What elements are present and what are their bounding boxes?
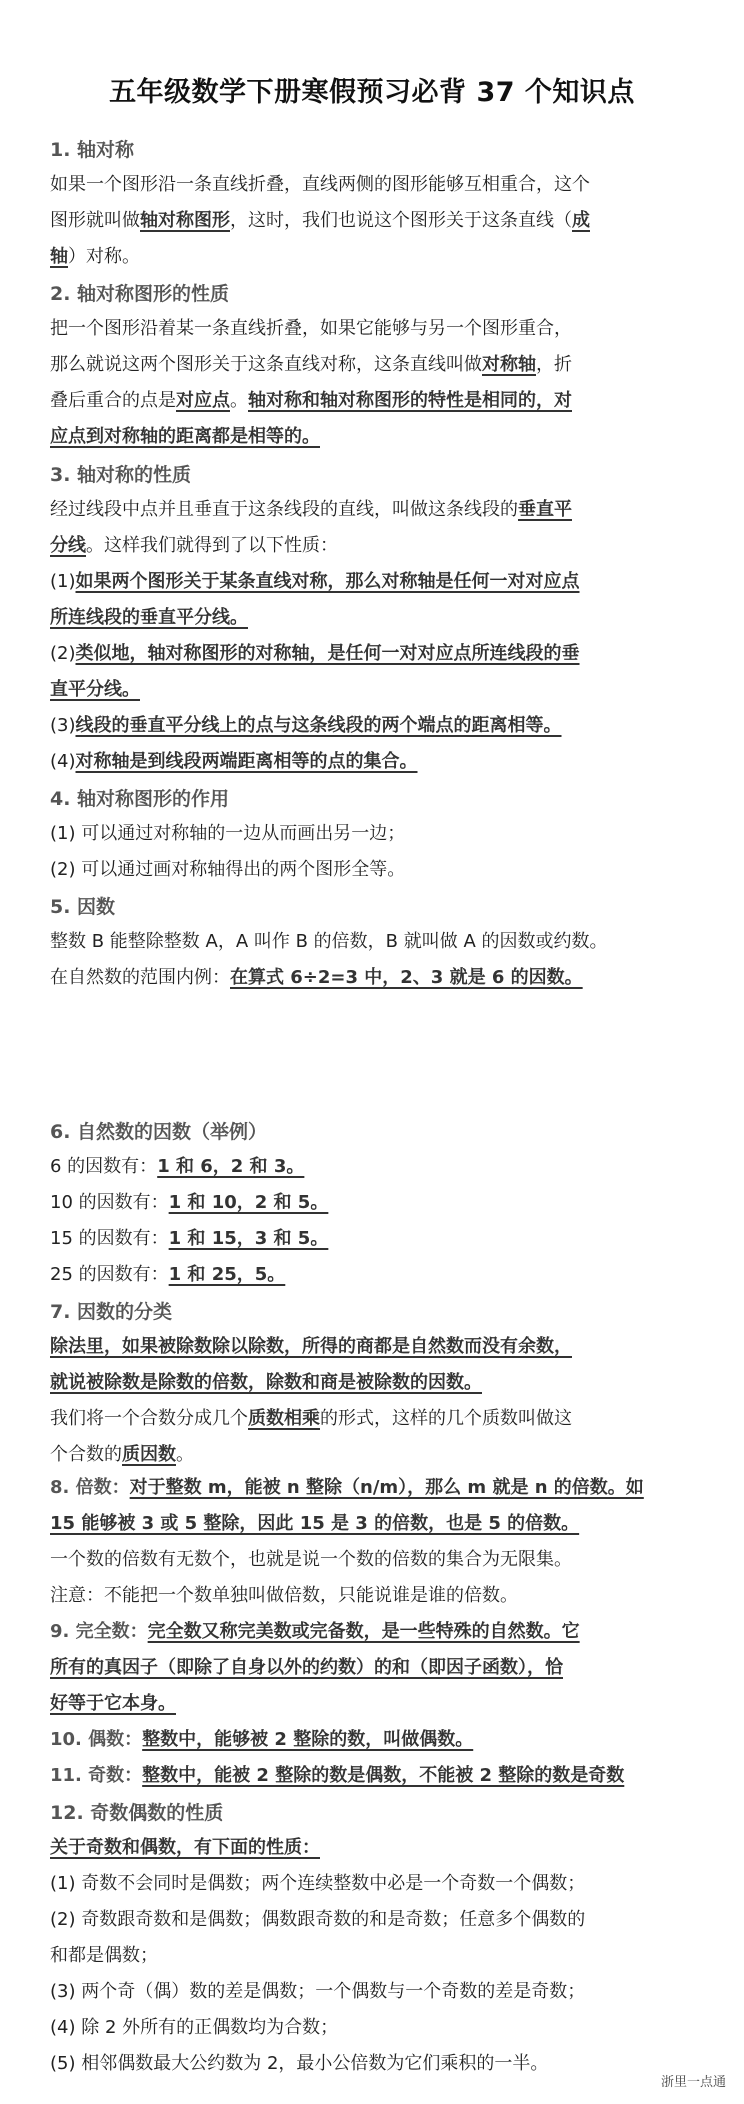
section-heading: 7. 因数的分类 xyxy=(50,1301,173,1323)
section-body: (1) 可以通过对称轴的一边从而画出另一边； (2) 可以通过画对称轴得出的两个图形全等。 xyxy=(50,823,406,880)
section-12 xyxy=(50,1796,710,2082)
section-heading: 3. 轴对称的性质 xyxy=(50,464,192,486)
section-4 xyxy=(50,782,710,888)
key-term: 轴对称图形 xyxy=(140,210,230,231)
section-body: 经过线段中点并且垂直于这条线段的直线，叫做这条线段的垂直平 分线。这样我们就得到了以下性质： (1)如果两个图形关于某条直线对称，那么对称轴是任何一对对应点 所连线段的垂直平分线。 (2)类似地，轴对称图形的对称轴，是任何一对对应点所连线段的垂 直平分线。 (3)线段的垂直平分线上的点与这条线段的两个端点的距离相等。 (4)对称轴是到线段两端距离相等的点的集合。 xyxy=(50,499,580,772)
section-9 xyxy=(50,1614,710,1722)
section-body: 9. 完全数：完全数又称完美数或完备数，是一些特殊的自然数。它 所有的真因子（即除了自身以外的约数）的和（即因子函数），恰 好等于它本身。 xyxy=(50,1621,580,1714)
section-heading: 12. 奇数偶数的性质 xyxy=(50,1802,224,1824)
section-11: 11. 奇数：整数中，能被 2 整除的数是偶数，不能被 2 整除的数是奇数 xyxy=(50,1765,625,1786)
section-6 xyxy=(50,1115,710,1293)
section-1 xyxy=(50,133,710,275)
section-body: 如果一个图形沿一条直线折叠，直线两侧的图形能够互相重合，这个 图形就叫做轴对称图形，这时，我们也说这个图形关于这条直线（成 轴）对称。 xyxy=(50,174,590,267)
section-5 xyxy=(50,890,710,996)
section-2 xyxy=(50,277,710,455)
section-body: 整数 B 能整除整数 A，A 叫作 B 的倍数，B 就叫做 A 的因数或约数。 在自然数的范围内例：在算式 6÷2=3 中，2、3 就是 6 的因数。 xyxy=(50,931,608,988)
section-body: 6 的因数有：1 和 6，2 和 3。 10 的因数有：1 和 10，2 和 5。 15 的因数有：1 和 15，3 和 5。 25 的因数有：1 和 25，5。 xyxy=(50,1156,329,1285)
section-3 xyxy=(50,458,710,780)
section-heading: 2. 轴对称图形的性质 xyxy=(50,283,230,305)
section-body: 8. 倍数：对于整数 m，能被 n 整除（n/m），那么 m 就是 n 的倍数。如 15 能够被 3 或 5 整除，因此 15 是 3 的倍数，也是 5 的倍数。 一个数的倍数有无数个，也就是说一个数的倍数的集合为无限集。 注意：不能把一个数单独叫做倍数，只能说谁是谁的倍数。 xyxy=(50,1477,644,1606)
section-heading: 5. 因数 xyxy=(50,896,116,918)
section-body: 除法里，如果被除数除以除数，所得的商都是自然数而没有余数， 就说被除数是除数的倍数，除数和商是被除数的因数。 我们将一个合数分成几个质数相乘的形式，这样的几个质数叫做这 个合数的质因数。 xyxy=(50,1336,572,1465)
section-heading: 8. 倍数： xyxy=(50,1477,130,1498)
section-body: 关于奇数和偶数，有下面的性质： (1) 奇数不会同时是偶数；两个连续整数中必是一个奇数一个偶数； (2) 奇数跟奇数和是偶数；偶数跟奇数的和是奇数；任意多个偶数的 和都是偶数； (3) 两个奇（偶）数的差是偶数；一个偶数与一个奇数的差是奇数； (4) 除 2 外所有的正偶数均为合数； (5) 相邻偶数最大公约数为 2，最小公倍数为它们乘积的一半。 xyxy=(50,1837,586,2074)
section-8 xyxy=(50,1470,710,1614)
section-heading: 6. 自然数的因数（举例） xyxy=(50,1121,268,1143)
section-heading: 10. 偶数： xyxy=(50,1729,143,1750)
section-heading: 1. 轴对称 xyxy=(50,139,135,161)
section-heading: 4. 轴对称图形的作用 xyxy=(50,788,230,810)
watermark-text: 浙里一点通 xyxy=(660,2075,726,2090)
section-10: 10. 偶数：整数中，能够被 2 整除的数，叫做偶数。 xyxy=(50,1729,474,1750)
section-7 xyxy=(50,1295,710,1473)
section-heading: 9. 完全数： xyxy=(50,1621,148,1642)
section-heading: 11. 奇数： xyxy=(50,1765,143,1786)
section-body: 把一个图形沿着某一条直线折叠，如果它能够与另一个图形重合， 那么就说这两个图形关于这条直线对称，这条直线叫做对称轴，折 叠后重合的点是对应点。轴对称和轴对称图形的特性是相同的，对 应点到对称轴的距离都是相等的。 xyxy=(50,318,572,447)
page-title: 五年级数学下册寒假预习必背 37 个知识点 xyxy=(109,77,635,108)
